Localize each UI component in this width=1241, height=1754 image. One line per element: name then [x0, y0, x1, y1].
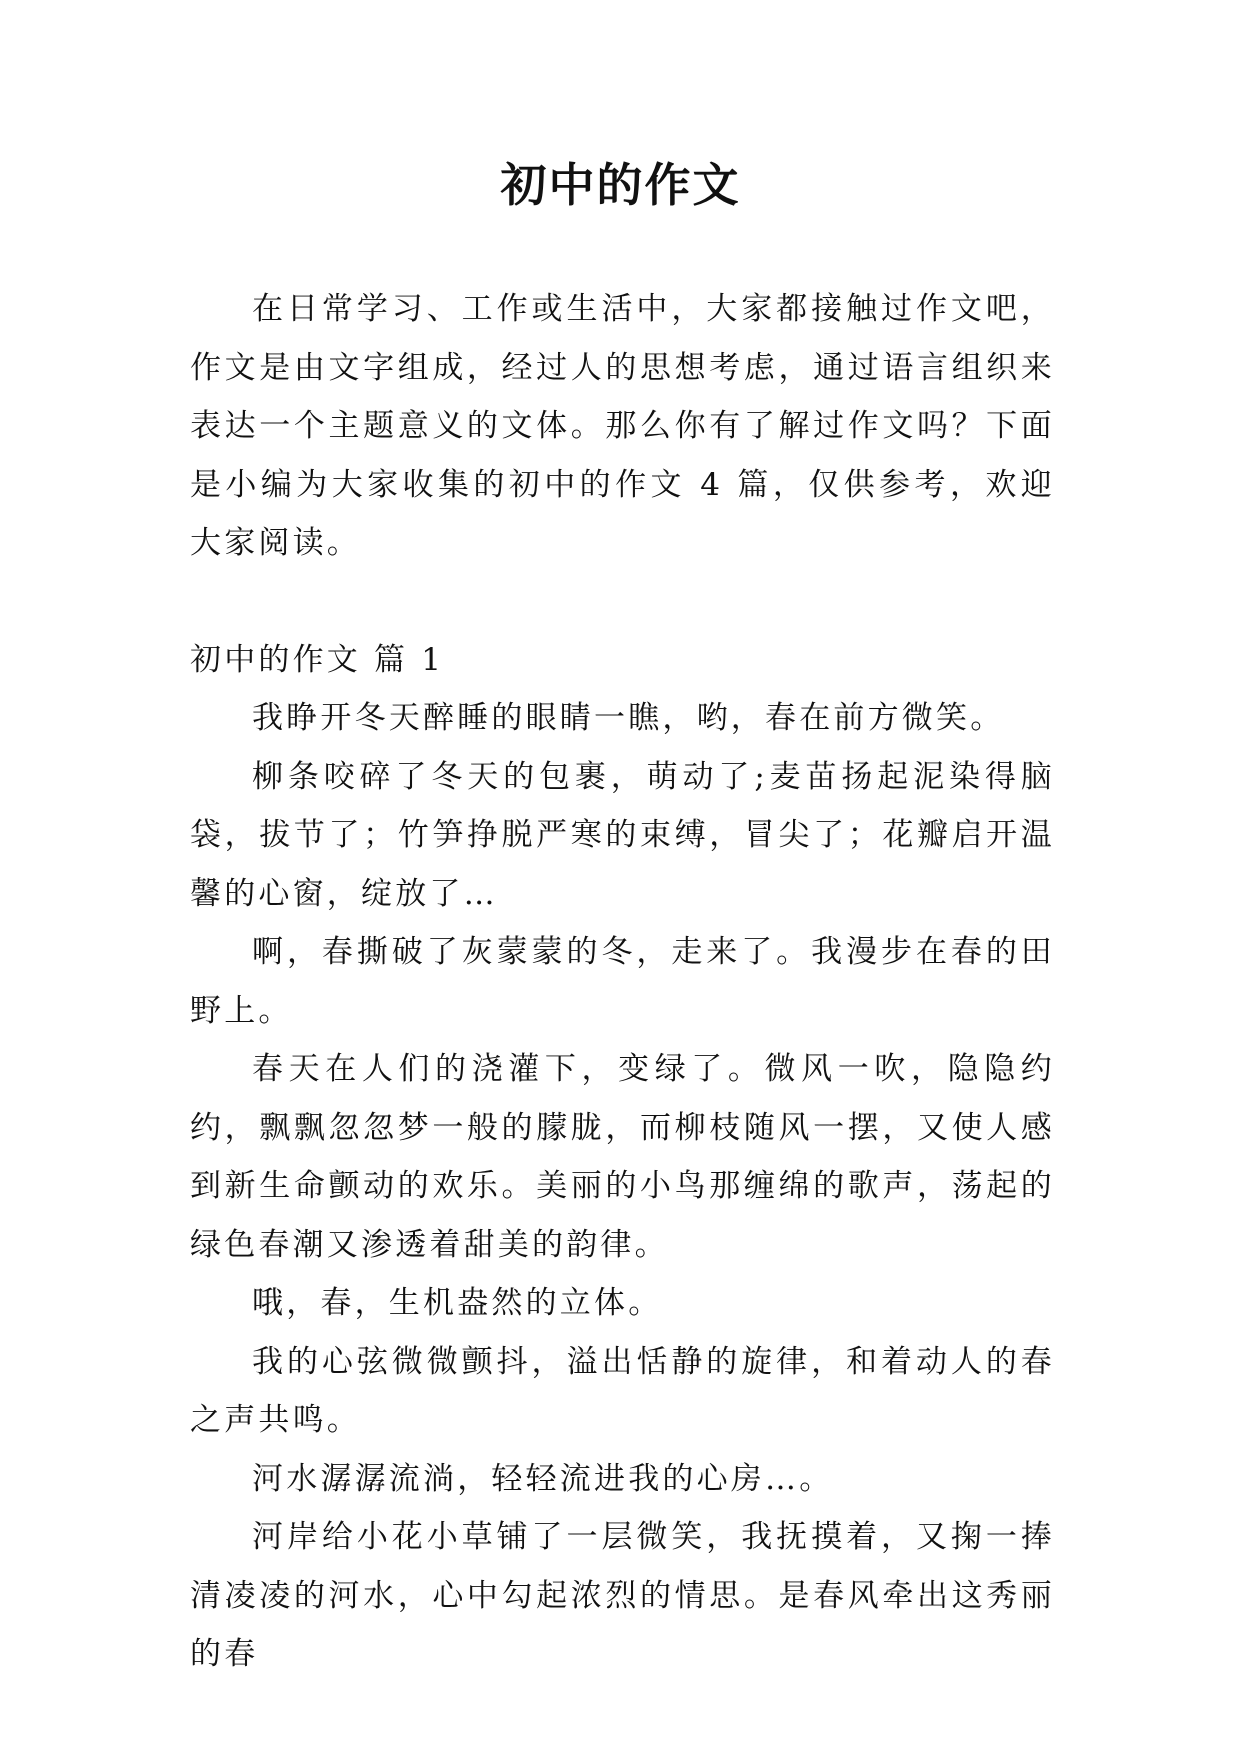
section-heading: 初中的作文 篇 1 [190, 641, 445, 678]
body-paragraph: 春天在人们的浇灌下，变绿了。微风一吹，隐隐约约，飘飘忽忽梦一般的朦胧，而柳枝随风一摆，又使人感到新生命颤动的欢乐。美丽的小鸟那缠绵的歌声，荡起的绿色春潮又渗透着甜美的韵律。 [190, 1051, 1055, 1263]
body-paragraph: 啊，春撕破了灰蒙蒙的冬，走来了。我漫步在春的田野上。 [190, 934, 1055, 1029]
document-title: 初中的作文 [500, 158, 741, 212]
body-paragraph: 我的心弦微微颤抖，溢出恬静的旋律，和着动人的春之声共鸣。 [190, 1343, 1055, 1438]
body-paragraph: 我睁开冬天醉睡的眼睛一瞧，哟，春在前方微笑。 [252, 700, 1005, 736]
body-paragraph: 河岸给小花小草铺了一层微笑，我抚摸着，又掬一捧清凌凌的河水，心中勾起浓烈的情思。是春风牵出这秀丽的春 [190, 1519, 1055, 1672]
body-paragraph: 哦，春，生机盎然的立体。 [252, 1285, 663, 1321]
intro-paragraph: 在日常学习、工作或生活中，大家都接触过作文吧，作文是由文字组成，经过人的思想考虑，通过语言组织来表达一个主题意义的文体。那么你有了解过作文吗？下面是小编为大家收集的初中的作文 4 篇，仅供参考，欢迎大家阅读。 [190, 291, 1055, 561]
body-paragraph: 柳条咬碎了冬天的包裹，萌动了;麦苗扬起泥染得脑袋，拔节了；竹笋挣脱严寒的束缚，冒尖了；花瓣启开温馨的心窗，绽放了… [190, 758, 1055, 912]
body-paragraph: 河水潺潺流淌，轻轻流进我的心房…。 [252, 1460, 834, 1497]
document-body [190, 280, 1055, 1684]
